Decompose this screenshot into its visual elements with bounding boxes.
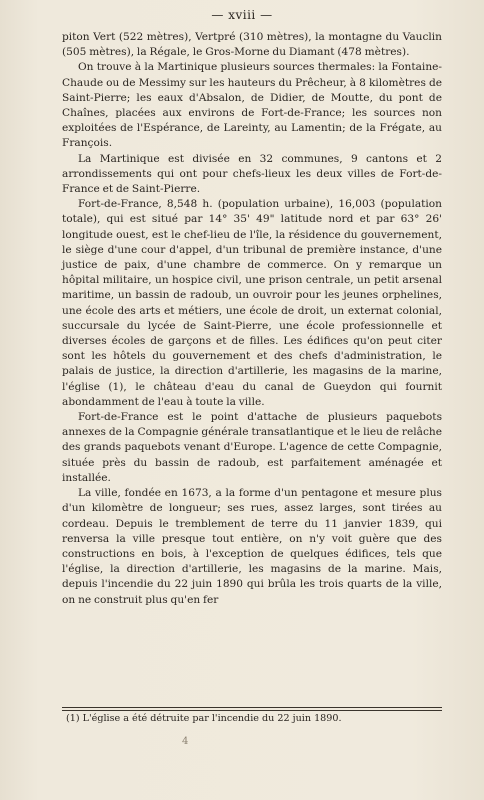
paragraph: On trouve à la Martinique plusieurs sources thermales: la Fontaine-Chaude ou de Messimy sur les hauteurs du Prêcheur, à 8 kilomètres de Saint-Pierre; les eaux d'Absalon, de Didier, de Moutte, du pont de Chaînes, placées aux environs de Fort-de-France; les sources non exploitées de l'Espérance, de Lareinty, au Lamentin; de la Frégate, au François. bbox=[62, 61, 442, 150]
stray-mark: 4 bbox=[182, 736, 189, 747]
paragraph: piton Vert (522 mètres), Vertpré (310 mètres), la montagne du Vauclin (505 mètres), la Régale, le Gros-Morne du Diamant (478 mètres). bbox=[62, 31, 442, 59]
page-header bbox=[0, 8, 484, 22]
paragraph: Fort-de-France est le point d'attache de plusieurs paquebots annexes de la Compagnie générale transatlantique et le lieu de relâche des grands paquebots venant d'Europe. L'agence de cette Compagnie, située près du bassin de radoub, est parfaitement aménagée et installée. bbox=[62, 411, 442, 484]
paragraph: Fort-de-France, 8,548 h. (population urbaine), 16,003 (population totale), qui est situé par 14° 35' 49" latitude nord et par 63° 26' longitude ouest, est le chef-lieu de l'île, la résidence du gouvernement, le siège d'une cour d'appel, d'un tribunal de première instance, d'une justice de paix, d'une chambre de commerce. On y remarque un hôpital militaire, un hospice civil, une prison centrale, un petit arsenal maritime, un bassin de radoub, un ouvroir pour les jeunes orphelines, une école des arts et métiers, une école de droit, un externat colonial, succursale du lycée de Saint-Pierre, une école professionnelle et diverses écoles de garçons et de filles. Les édifices qu'on peut citer sont les hôtels du gouvernement et des chefs d'administration, le palais de justice, la direction d'artillerie, les magasins de la marine, l'église (1), le château d'eau du canal de Gueydon qui fournit abondamment de l'eau à toute la ville. bbox=[62, 198, 442, 408]
paragraph: La Martinique est divisée en 32 communes, 9 cantons et 2 arrondissements qui ont pour chefs-lieux les deux villes de Fort-de-France et de Saint-Pierre. bbox=[62, 152, 442, 196]
footnote: (1) L'église a été détruite par l'incendie du 22 juin 1890. bbox=[66, 713, 342, 724]
body-text bbox=[62, 30, 442, 608]
footnote-rule-secondary bbox=[62, 710, 442, 711]
page-number: — xviii — bbox=[211, 8, 273, 22]
paragraph: La ville, fondée en 1673, a la forme d'un pentagone et mesure plus d'un kilomètre de longueur; ses rues, assez larges, sont tirées au cordeau. Depuis le tremblement de terre du 11 janvier 1839, qui renversa la ville presque tout entière, on n'y voit guère que des constructions en bois, à l'exception de quelques édifices, tels que l'église, la direction d'artillerie, les magasins de la marine. Mais, depuis l'incendie du 22 juin 1890 qui brûla les trois quarts de la ville, on ne construit plus qu'en fer bbox=[62, 487, 442, 606]
footnote-rule bbox=[62, 707, 442, 708]
